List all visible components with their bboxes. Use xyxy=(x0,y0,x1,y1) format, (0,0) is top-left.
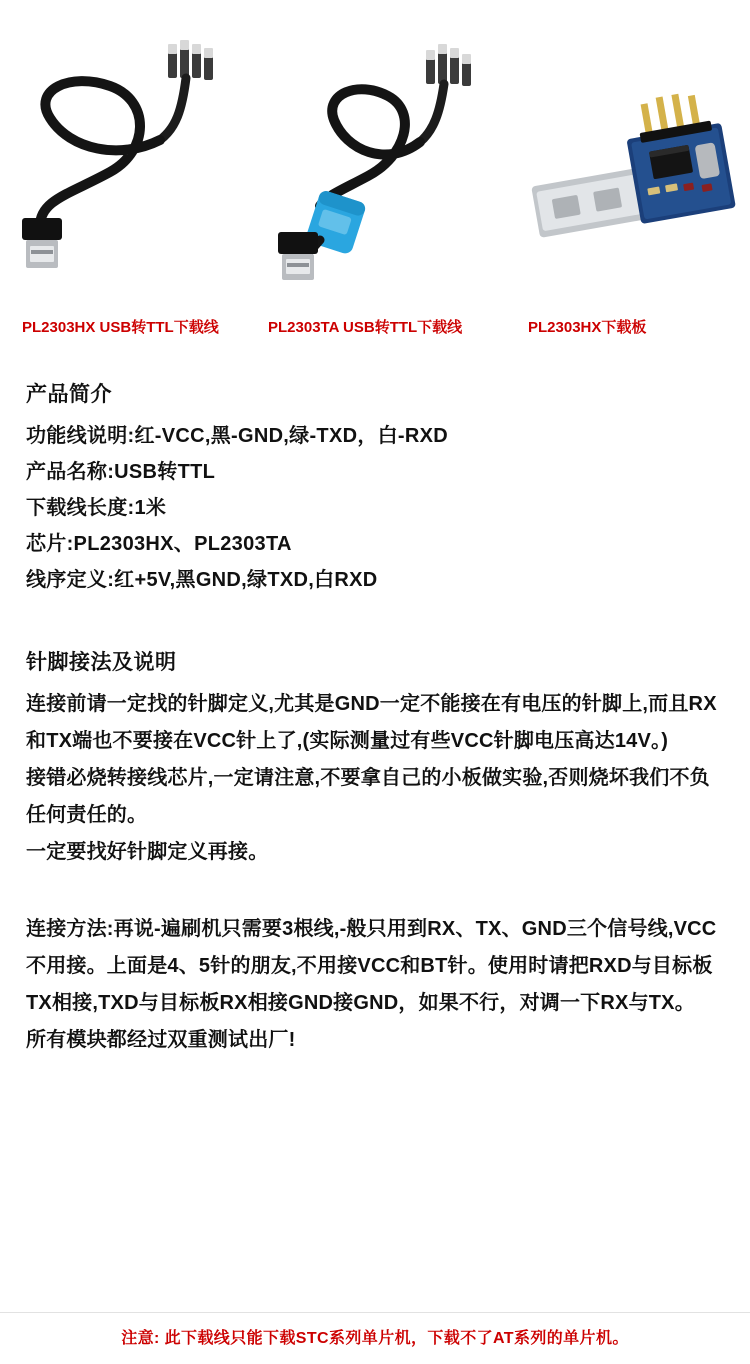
pl2303hx-board-illustration xyxy=(500,0,750,300)
pl2303ta-cable-illustration xyxy=(250,0,500,300)
description-body xyxy=(0,360,750,1081)
pl2303hx-cable-illustration xyxy=(0,0,250,300)
pinout-paragraph-1: 连接前请一定找的针脚定义,尤其是GND一定不能接在有电压的针脚上,而且RX和TX端也不要接在VCC针上了,(实际测量过有些VCC针脚电压高达14V。) xyxy=(26,693,717,752)
connection-paragraph-2: 所有模块都经过双重测试出厂! xyxy=(26,1029,296,1051)
spec-cable-length: 下载线长度:1米 xyxy=(26,497,167,519)
spec-wire-order: 线序定义:红+5V,黑GND,绿TXD,白RXD xyxy=(26,569,378,591)
caption-pl2303hx-board: PL2303HX下载板 xyxy=(528,319,647,336)
caption-pl2303ta-cable: PL2303TA USB转TTL下载线 xyxy=(268,319,463,336)
spec-wire-function: 功能线说明:红-VCC,黑-GND,绿-TXD，白-RXD xyxy=(26,425,449,447)
product-image-pl2303hx-cable xyxy=(0,0,250,300)
spec-chipset: 芯片:PL2303HX、PL2303TA xyxy=(26,533,292,555)
spacer-before-notice xyxy=(26,1059,724,1081)
product-caption-row xyxy=(0,300,750,360)
notice-text: 注意: 此下载线只能下载STC系列单片机，下载不了AT系列的单片机。 xyxy=(121,1330,629,1347)
connection-paragraph-1: 连接方法:再说-遍刷机只需要3根线,-般只用到RX、TX、GND三个信号线,VCC不用接。上面是4、5针的朋友,不用接VCC和BT针。使用时请把RXD与目标板TX相接,TXD与目标板RX相接GND接GND，如果不行，对调一下RX与TX。 xyxy=(26,918,717,1014)
pinout-paragraph-2: 接错必烧转接线芯片,一定请注意,不要拿自己的小板做实验,否则烧坏我们不负任何责任的。 xyxy=(26,767,710,826)
product-image-pl2303hx-board xyxy=(500,0,750,300)
spacer-after-pinout xyxy=(26,871,724,911)
spec-product-name: 产品名称:USB转TTL xyxy=(26,461,216,483)
pinout-paragraph-3: 一定要找好针脚定义再接。 xyxy=(26,841,269,863)
section-title-pinout: 针脚接法及说明 xyxy=(26,651,177,674)
product-image-strip xyxy=(0,0,750,300)
section-title-intro: 产品简介 xyxy=(26,383,112,406)
caption-pl2303hx-cable: PL2303HX USB转TTL下载线 xyxy=(22,319,219,336)
product-image-pl2303ta-cable xyxy=(250,0,500,300)
spacer-after-intro xyxy=(26,598,724,638)
bottom-notice-bar xyxy=(0,1312,750,1364)
